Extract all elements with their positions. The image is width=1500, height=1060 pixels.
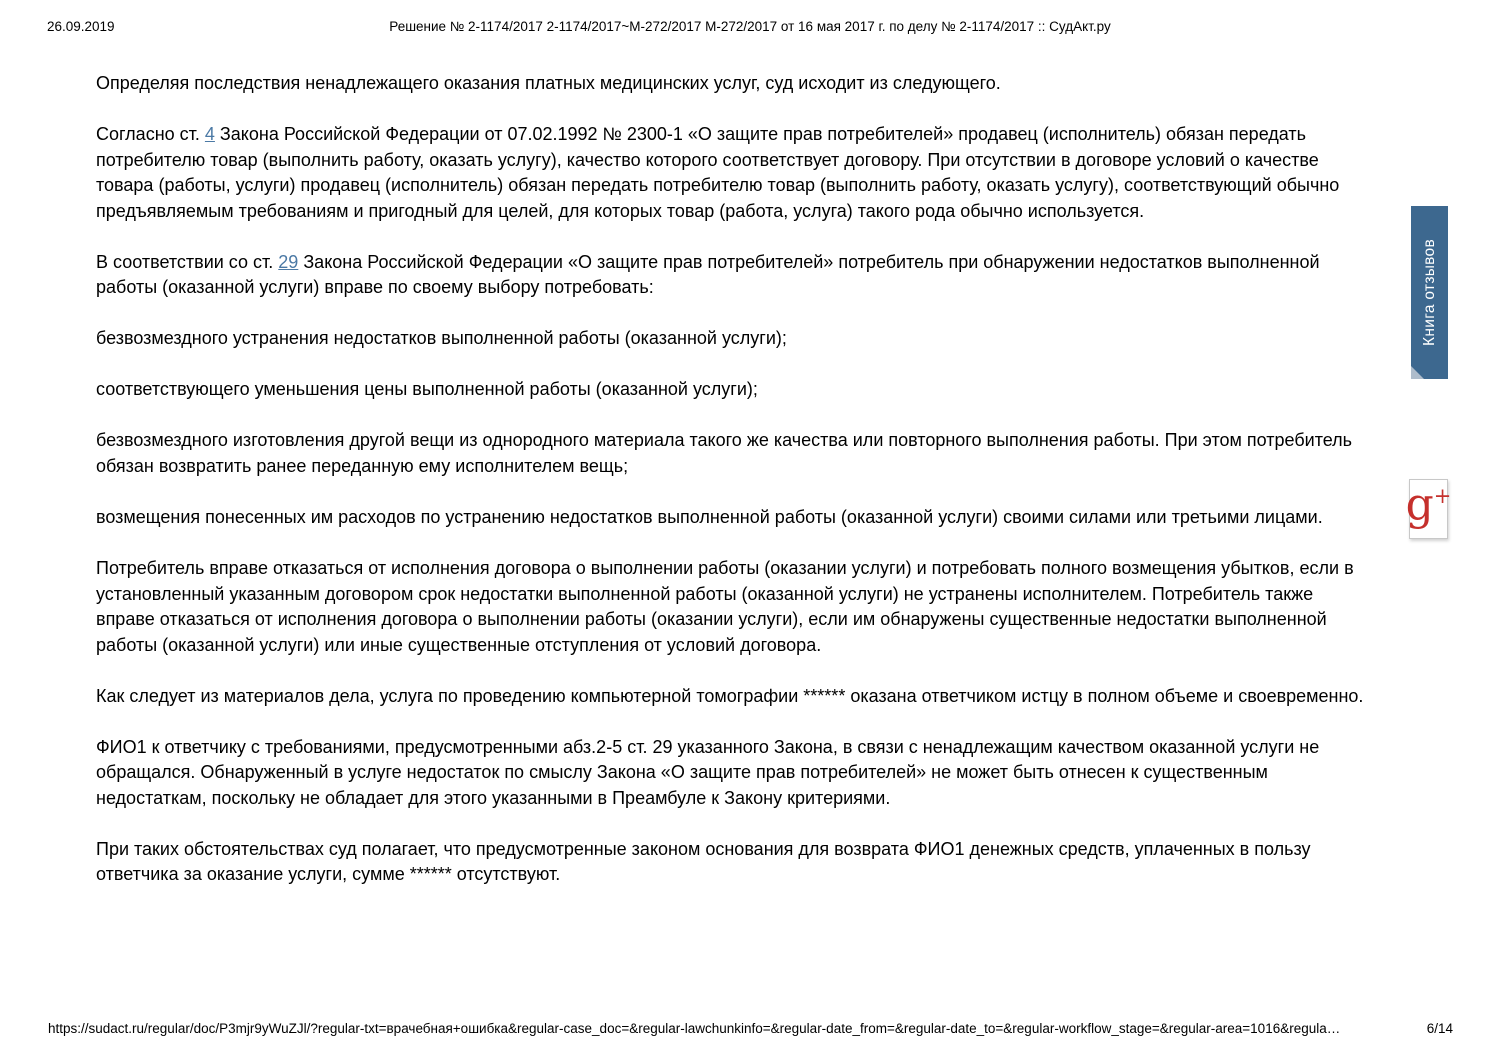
print-footer [48, 1021, 1453, 1037]
google-plus-icon [1406, 480, 1452, 530]
feedback-tab[interactable] [1411, 206, 1448, 379]
law-article-link[interactable]: 29 [278, 251, 299, 272]
print-date: 26.09.2019 [47, 19, 115, 34]
print-title: Решение № 2-1174/2017 2-1174/2017~М-272/2017 М-272/2017 от 16 мая 2017 г. по делу № 2-1174/2017 :: СудАкт.ру [389, 19, 1111, 34]
paragraph: При таких обстоятельствах суд полагает, что предусмотренные законом основания для возврата ФИО1 денежных средств, уплаченных в пользу ответчика за оказание услуги, сумме ****** отсутствуют. [96, 838, 1311, 885]
google-plus-g: g [1405, 479, 1434, 530]
document-body [96, 71, 1366, 914]
paragraph: безвозмездного изготовления другой вещи из однородного материала такого же качества или повторного выполнения работы. При этом потребитель обязан возвратить ранее переданную ему исполнителем вещь; [96, 430, 1353, 476]
google-plus-plus: + [1433, 484, 1452, 508]
paragraph: Как следует из материалов дела, услуга по проведению компьютерной томографии ****** оказана ответчиком истцу в полном объеме и своевременно. [96, 685, 1364, 706]
feedback-tab-label: Книга отзывов [1420, 239, 1438, 346]
paragraph: Определяя последствия ненадлежащего оказания платных медицинских услуг, суд исходит из следующего. [96, 73, 1001, 93]
paragraph: соответствующего уменьшения цены выполненной работы (оказанной услуги); [96, 379, 758, 400]
paragraph: Потребитель вправе отказаться от исполнения договора о выполнении работы (оказании услуги) и потребовать полного возмещения убытков, если в установленный указанным договором срок недостатки выполненной работы (оказанной услуги) не устранены исполнителем. Потребитель также вправе отказаться от исполнения договора о выполнении работы (оказании услуги), если им обнаружены существенные недостатки выполненной работы (оказанной услуги) или иные существенные отступления от условий договора. [96, 558, 1354, 655]
page-indicator: 6/14 [1426, 1021, 1453, 1036]
tab-fold-corner [1411, 366, 1424, 379]
paragraph: возмещения понесенных им расходов по устранению недостатков выполненной работы (оказанной услуги) своими силами или третьими лицами. [96, 507, 1323, 528]
paragraph: В соответствии со ст. 29 Закона Российской Федерации «О защите прав потребителей» потребитель при обнаружении недостатков выполненной работы (оказанной услуги) вправе по своему выбору потребовать: [96, 251, 1320, 298]
paragraph: Согласно ст. 4 Закона Российской Федерации от 07.02.1992 № 2300-1 «О защите прав потребителей» продавец (исполнитель) обязан передать потребителю товар (выполнить работу, оказать услугу), качество которого соответствует договору. При отсутствии в договоре условий о качестве товара (работы, услуги) продавец (исполнитель) обязан передать потребителю товар (выполнить работу, оказать услугу), соответствующий обычно предъявляемым требованиям и пригодный для целей, для которых товар (работа, услуга) такого рода обычно используется. [96, 124, 1340, 221]
paragraph: ФИО1 к ответчику с требованиями, предусмотренными абз.2-5 ст. 29 указанного Закона, в связи с ненадлежащим качеством оказанной услуги не обращался. Обнаруженный в услуге недостаток по смыслу Закона «О защите прав потребителей» не может быть отнесен к существенным недостаткам, поскольку не обладает для этого указанными в Преамбуле к Закону критериями. [96, 736, 1320, 808]
google-plus-button[interactable] [1405, 479, 1452, 539]
source-url: https://sudact.ru/regular/doc/P3mjr9yWuZJl/?regular-txt=врачебная+ошибка&regular-case_doc=&regular-lawchunkinfo=&regular-date_from=&regular-date_to=&regular-workflow_stage=&regular-area=1016&regula… [48, 1021, 1341, 1036]
law-article-link[interactable]: 4 [204, 124, 215, 145]
print-header [0, 19, 1500, 35]
paragraph: безвозмездного устранения недостатков выполненной работы (оказанной услуги); [96, 328, 787, 349]
